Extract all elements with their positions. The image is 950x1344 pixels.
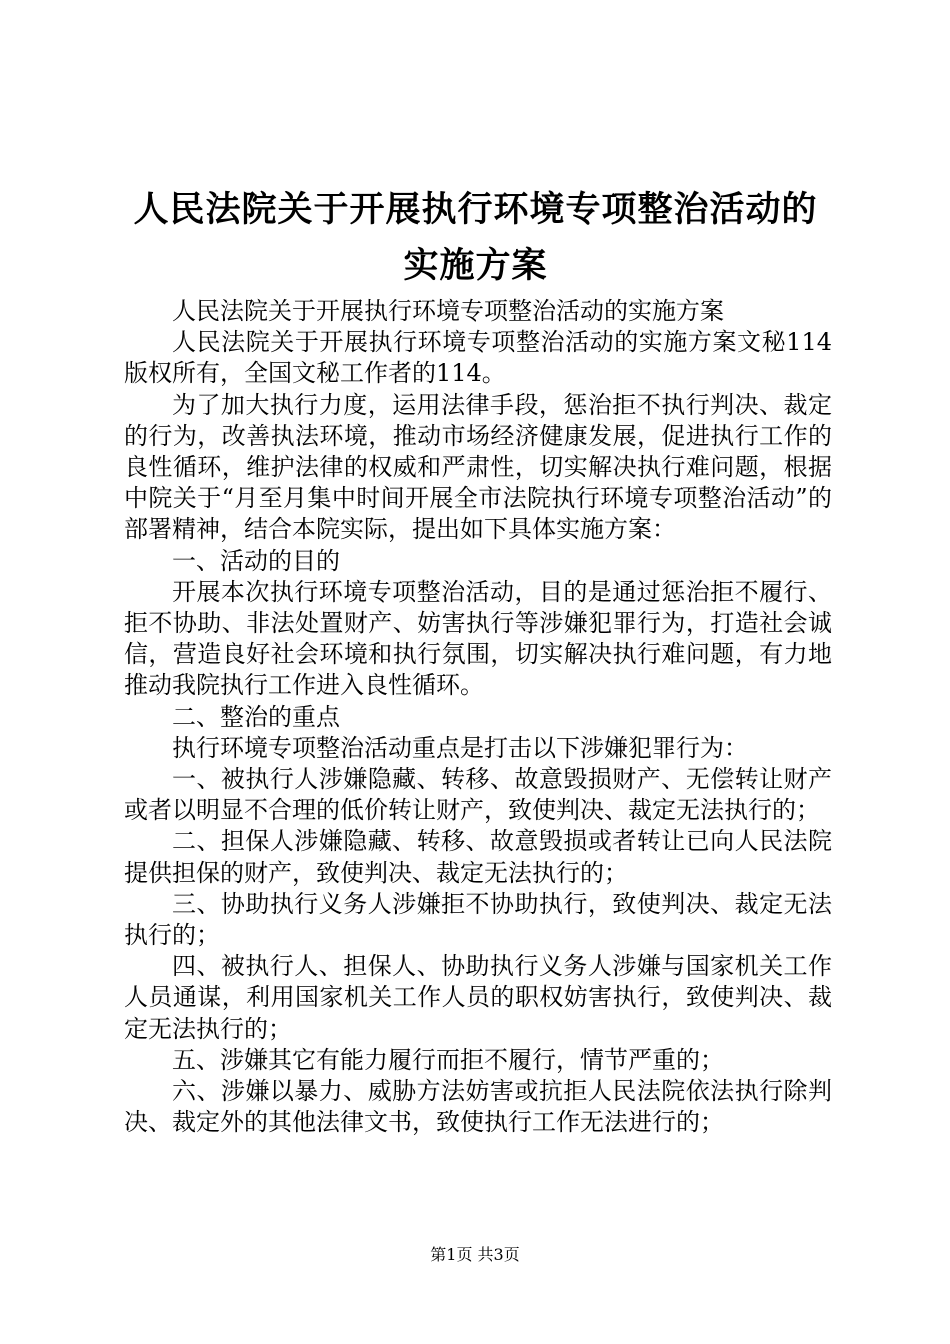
paragraph: 开展本次执行环境专项整治活动，目的是通过惩治拒不履行、拒不协助、非法处置财产、妨害执行等涉嫌犯罪行为，打造社会诚信，营造良好社会环境和执行氛围，切实解决执行难问题，有力地推动我院执行工作进入良性循环。 bbox=[124, 577, 832, 700]
list-item: 一、被执行人涉嫌隐藏、转移、故意毁损财产、无偿转让财产或者以明显不合理的低价转让财产，致使判决、裁定无法执行的； bbox=[124, 765, 832, 825]
list-item: 五、涉嫌其它有能力履行而拒不履行，情节严重的； bbox=[172, 1045, 724, 1074]
document-body bbox=[124, 296, 832, 1138]
section-heading: 二、整治的重点 bbox=[172, 702, 340, 731]
paragraph: 人民法院关于开展执行环境专项整治活动的实施方案文秘114版权所有，全国文秘工作者的114。 bbox=[124, 328, 832, 388]
paragraph: 为了加大执行力度，运用法律手段，惩治拒不执行判决、裁定的行为，改善执法环境，推动市场经济健康发展，促进执行工作的良性循环，维护法律的权威和严肃性，切实解决执行难问题，根据中院关于“月至月集中时间开展全市法院执行环境专项整治活动”的部署精神，结合本院实际，提出如下具体实施方案： bbox=[124, 390, 832, 544]
list-item: 四、被执行人、担保人、协助执行义务人涉嫌与国家机关工作人员通谋，利用国家机关工作人员的职权妨害执行，致使判决、裁定无法执行的； bbox=[124, 952, 832, 1043]
page-footer: 第1页 共3页 bbox=[430, 1245, 520, 1264]
list-item: 三、协助执行义务人涉嫌拒不协助执行，致使判决、裁定无法执行的； bbox=[124, 889, 832, 950]
section-heading: 一、活动的目的 bbox=[172, 546, 340, 575]
paragraph: 人民法院关于开展执行环境专项整治活动的实施方案 bbox=[172, 297, 724, 325]
document-title: 人民法院关于开展执行环境专项整治活动的实施方案 bbox=[133, 190, 818, 286]
list-item: 六、涉嫌以暴力、威胁方法妨害或抗拒人民法院依法执行除判决、裁定外的其他法律文书，致使执行工作无法进行的； bbox=[124, 1077, 832, 1137]
list-item: 二、担保人涉嫌隐藏、转移、故意毁损或者转让已向人民法院提供担保的财产，致使判决、裁定无法执行的； bbox=[124, 827, 832, 887]
paragraph: 执行环境专项整治活动重点是打击以下涉嫌犯罪行为： bbox=[172, 733, 748, 762]
